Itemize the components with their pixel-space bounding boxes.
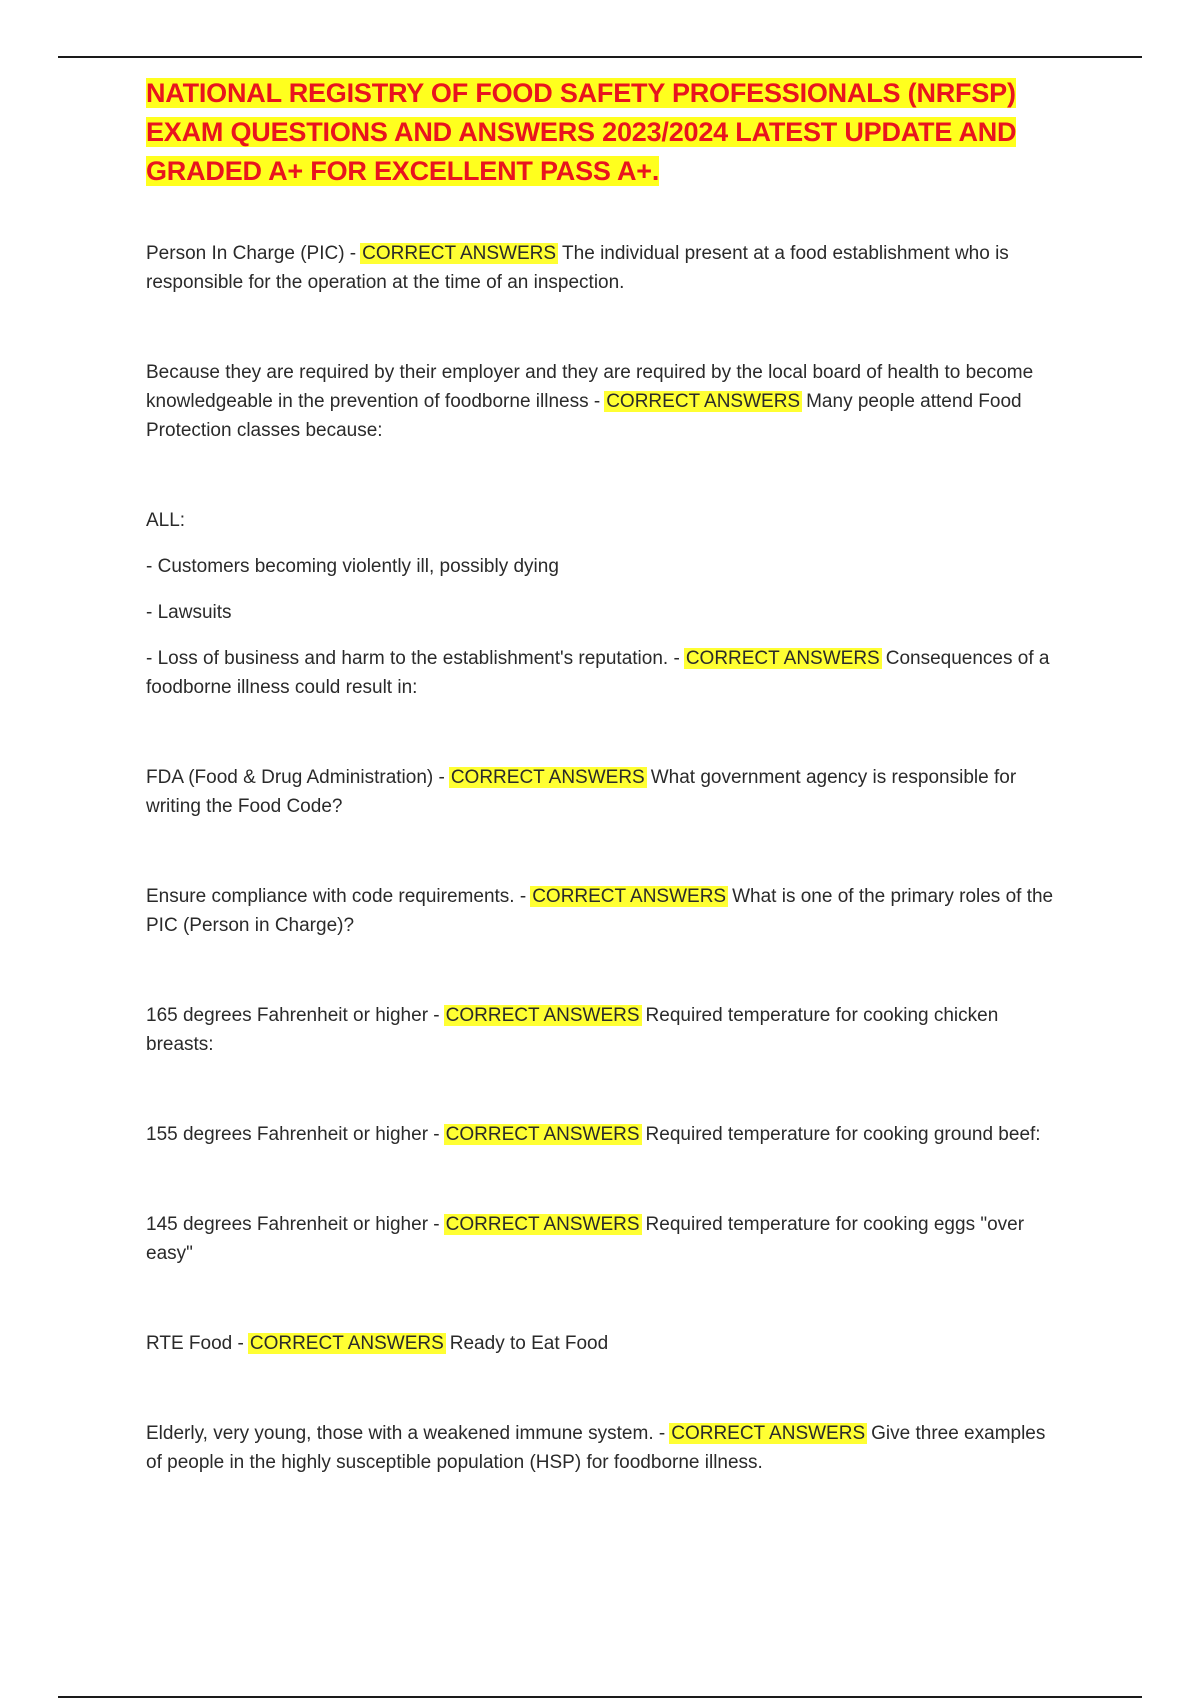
- qa-question: Consequences of a foodborne illness could result in:: [146, 648, 1050, 698]
- qa-item: [146, 239, 1066, 297]
- qa-answer: Ensure compliance with code requirements. -: [146, 886, 527, 907]
- qa-answer: Person In Charge (PIC) -: [146, 243, 357, 264]
- bottom-rule: [58, 1696, 1142, 1698]
- qa-line: [146, 644, 1066, 702]
- qa-question: What government agency is responsible for writing the Food Code?: [146, 767, 1017, 817]
- document-title-text: NATIONAL REGISTRY OF FOOD SAFETY PROFESSIONALS (NRFSP) EXAM QUESTIONS AND ANSWERS 2023/2024 LATEST UPDATE AND GRADED A+ FOR EXCELLENT PASS A+.: [146, 78, 1017, 186]
- qa-question: Ready to Eat Food: [449, 1333, 609, 1354]
- correct-answers-marker: CORRECT ANSWERS: [445, 1124, 640, 1145]
- qa-item: [146, 358, 1066, 445]
- qa-question: Required temperature for cooking chicken breasts:: [146, 1005, 999, 1055]
- correct-answers-marker: CORRECT ANSWERS: [362, 243, 557, 264]
- correct-answers-marker: CORRECT ANSWERS: [532, 886, 727, 907]
- qa-question: Give three examples of people in the highly susceptible population (HSP) for foodborne illness.: [146, 1423, 1046, 1473]
- qa-answer: 155 degrees Fahrenheit or higher -: [146, 1124, 440, 1145]
- qa-answer: RTE Food -: [146, 1333, 244, 1354]
- qa-item: [146, 506, 1066, 702]
- qa-item: [146, 882, 1066, 940]
- qa-answer: - Loss of business and harm to the establishment's reputation. -: [146, 648, 680, 669]
- document-body: [146, 74, 1066, 1538]
- qa-item: [146, 1329, 1066, 1358]
- correct-answers-marker: CORRECT ANSWERS: [249, 1333, 444, 1354]
- qa-item: [146, 1120, 1066, 1149]
- qa-question: Required temperature for cooking eggs "over easy": [146, 1214, 1025, 1264]
- qa-item: [146, 763, 1066, 821]
- correct-answers-marker: CORRECT ANSWERS: [685, 648, 880, 669]
- qa-item: [146, 1001, 1066, 1059]
- top-rule: [58, 56, 1142, 58]
- qa-line: - Customers becoming violently ill, possibly dying: [146, 556, 559, 577]
- qa-question: The individual present at a food establishment who is responsible for the operation at the time of an inspection.: [146, 243, 1009, 293]
- correct-answers-marker: CORRECT ANSWERS: [606, 391, 801, 412]
- qa-answer: Elderly, very young, those with a weakened immune system. -: [146, 1423, 666, 1444]
- qa-line: - Lawsuits: [146, 602, 232, 623]
- correct-answers-marker: CORRECT ANSWERS: [445, 1005, 640, 1026]
- qa-line: ALL:: [146, 510, 186, 531]
- qa-question: What is one of the primary roles of the PIC (Person in Charge)?: [146, 886, 1054, 936]
- correct-answers-marker: CORRECT ANSWERS: [445, 1214, 640, 1235]
- qa-list: [146, 239, 1066, 1477]
- correct-answers-marker: CORRECT ANSWERS: [671, 1423, 866, 1444]
- qa-answer: Because they are required by their employer and they are required by the local board of health to become knowledgeable in the prevention of foodborne illness -: [146, 362, 1034, 412]
- document-title: [146, 74, 1066, 191]
- qa-answer: FDA (Food & Drug Administration) -: [146, 767, 445, 788]
- qa-answer: 145 degrees Fahrenheit or higher -: [146, 1214, 440, 1235]
- qa-question: Many people attend Food Protection classes because:: [146, 391, 1022, 441]
- qa-item: [146, 1210, 1066, 1268]
- qa-answer: 165 degrees Fahrenheit or higher -: [146, 1005, 440, 1026]
- correct-answers-marker: CORRECT ANSWERS: [450, 767, 645, 788]
- qa-question: Required temperature for cooking ground beef:: [645, 1124, 1041, 1145]
- qa-item: [146, 1419, 1066, 1477]
